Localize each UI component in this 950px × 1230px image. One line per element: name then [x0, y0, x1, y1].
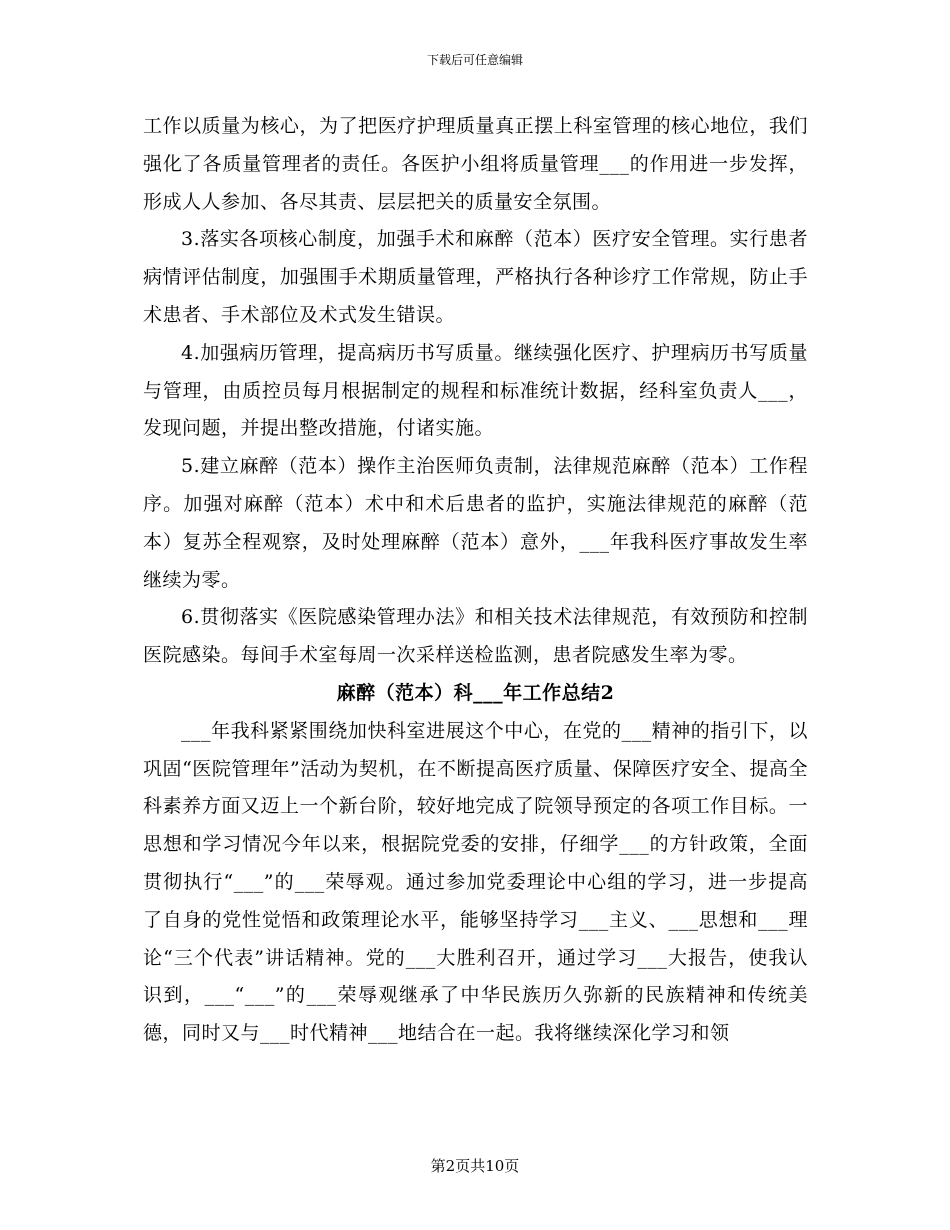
document-body: [143, 108, 808, 1053]
paragraph-quality-core: 工作以质量为核心，为了把医疗护理质量真正摆上科室管理的核心地位，我们强化了各质量管理者的责任。各医护小组将质量管理___的作用进一步发挥，形成人人参加、各尽其责、层层把关的质量安全氛围。: [143, 115, 808, 213]
paragraph-item-5: 5.建立麻醉（范本）操作主治医师负责制，法律规范麻醉（范本）工作程序。加强对麻醉（范本）术中和术后患者的监护，实施法律规范的麻醉（范本）复苏全程观察，及时处理麻醉（范本）意外，___年我科医疗事故发生率继续为零。: [143, 455, 808, 591]
paragraph-item-6: 6.贯彻落实《医院感染管理办法》和相关技术法律规范，有效预防和控制医院感染。每间手术室每周一次采样送检监测，患者院感发生率为零。: [143, 606, 808, 667]
page-number-footer: 第2页共10页: [430, 1157, 520, 1175]
paragraph-item-4: 4.加强病历管理，提高病历书写质量。继续强化医疗、护理病历书写质量与管理，由质控员每月根据制定的规程和标准统计数据，经科室负责人___，发现问题，并提出整改措施，付诸实施。: [143, 341, 808, 440]
paragraph-item-3: 3.落实各项核心制度，加强手术和麻醉（范本）医疗安全管理。实行患者病情评估制度，加强围手术期质量管理，严格执行各种诊疗工作常规，防止手术患者、手术部位及术式发生错误。: [143, 228, 808, 326]
section-title: 麻醉（范本）科___年工作总结2: [336, 681, 615, 704]
page-header-note: 下载后可任意编辑: [426, 53, 523, 67]
paragraph-section-2: ___年我科紧紧围绕加快科室进展这个中心，在党的___精神的指引下，以巩固“医院管理年”活动为契机，在不断提高医疗质量、保障医疗安全、提高全科素养方面又迈上一个新台阶，较好地完成了院领导预定的各项工作目标。一思想和学习情况今年以来，根据院党委的安排，仔细学___的方针政策，全面贯彻执行“___”的___荣辱观。通过参加党委理论中心组的学习，进一步提高了自身的党性觉悟和政策理论水平，能够坚持学习___主义、___思想和___理论“三个代表”讲话精神。党的___大胜利召开，通过学习___大报告，使我认识到，___“___”的___荣辱观继承了中华民族历久弥新的民族精神和传统美德，同时又与___时代精神___地结合在一起。我将继续深化学习和领: [143, 719, 808, 1045]
